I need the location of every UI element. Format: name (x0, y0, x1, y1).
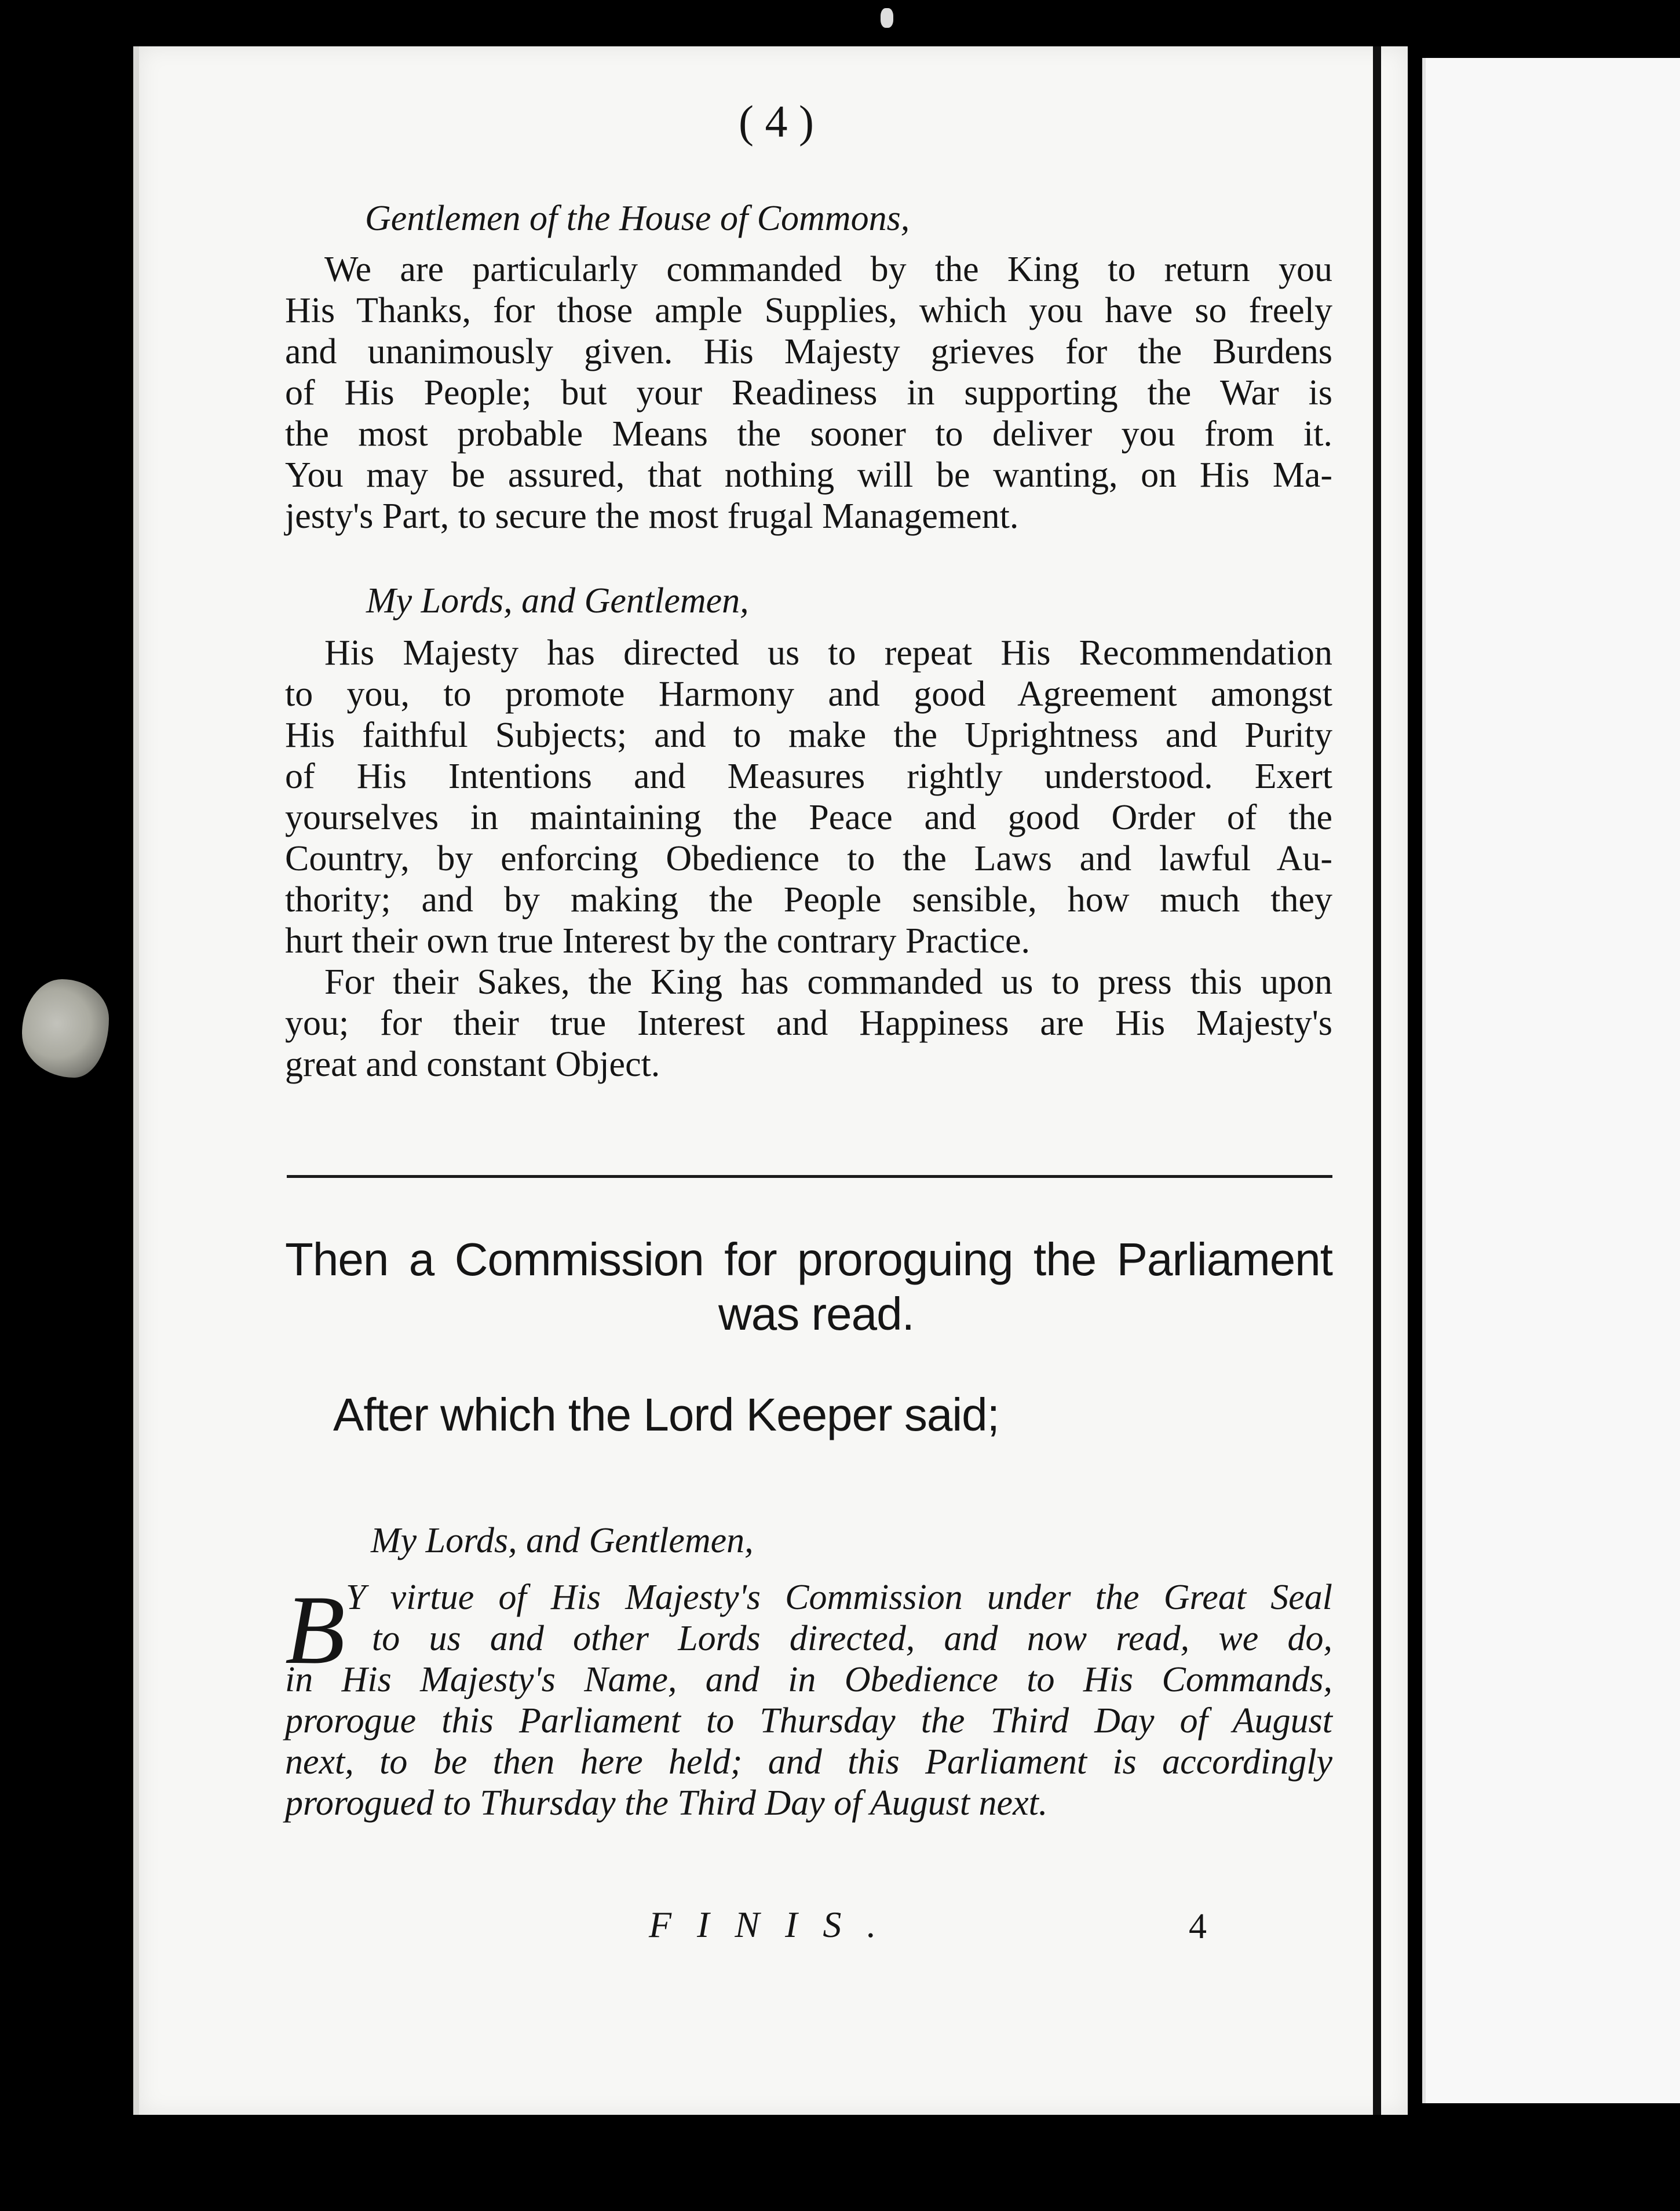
paragraph-line: and unanimously given. His Majesty grieves for the Burdens (285, 332, 1332, 371)
commons-paragraph (285, 249, 1332, 537)
drop-cap-letter: B (285, 1575, 345, 1684)
paragraph-line: prorogue this Parliament to Thursday the Third Day of August (285, 1701, 1332, 1741)
prorogation-paragraph (285, 1577, 1332, 1824)
paragraph-line: His Majesty has directed us to repeat His Recommendation (324, 633, 1332, 673)
paragraph-line: next, to be then here held; and this Parliament is accordingly (285, 1742, 1332, 1782)
paragraph-line: the most probable Means the sooner to deliver you from it. (285, 414, 1332, 454)
final-salutation: My Lords, and Gentlemen, (371, 1521, 754, 1560)
paragraph-line: Y virtue of His Majesty's Commission under the Great Seal (346, 1578, 1332, 1617)
paragraph-line: to us and other Lords directed, and now read, we do, (372, 1619, 1332, 1658)
finis-text: FINIS. (649, 1904, 902, 1945)
paragraph-line: thority; and by making the People sensible, how much they (285, 880, 1332, 920)
paragraph-line: yourselves in maintaining the Peace and good Order of the (285, 798, 1332, 837)
paragraph-line: of His Intentions and Measures rightly understood. Exert (285, 757, 1332, 796)
facing-page (1422, 58, 1680, 2103)
paragraph-line: in His Majesty's Name, and in Obedience to His Commands, (285, 1660, 1332, 1699)
paragraph-line: His Thanks, for those ample Supplies, which you have so freely (285, 291, 1332, 330)
commons-heading: Gentlemen of the House of Commons, (365, 199, 910, 238)
paragraph-line: We are particularly commanded by the King to return you (324, 250, 1332, 289)
sakes-paragraph (285, 962, 1332, 1085)
paragraph-line: of His People; but your Readiness in supporting the War is (285, 373, 1332, 413)
page-edge (1373, 46, 1381, 2115)
paper-damage-spot (22, 979, 109, 1078)
catchword: 4 (1189, 1907, 1207, 1946)
lords-heading: My Lords, and Gentlemen, (366, 581, 749, 621)
section-divider (287, 1175, 1332, 1178)
paragraph-line: For their Sakes, the King has commanded us to press this upon (324, 962, 1332, 1002)
paragraph-line: Country, by enforcing Obedience to the Laws and lawful Au- (285, 839, 1332, 878)
lords-paragraph (285, 633, 1332, 962)
paragraph-line: prorogued to Thursday the Third Day of August next. (285, 1783, 1048, 1823)
scan-speck (881, 8, 893, 28)
paragraph-line: His faithful Subjects; and to make the Uprightness and Purity (285, 716, 1332, 755)
lord-keeper-heading: After which the Lord Keeper said; (333, 1389, 999, 1440)
paragraph-line: hurt their own true Interest by the contrary Practice. (285, 921, 1031, 961)
paragraph-line: to you, to promote Harmony and good Agreement amongst (285, 674, 1332, 714)
paragraph-line: you; for their true Interest and Happiness are His Majesty's (285, 1004, 1332, 1043)
page-number: ( 4 ) (739, 96, 814, 147)
commission-heading-line-2: was read. (718, 1288, 914, 1340)
paragraph-line: You may be assured, that nothing will be wanting, on His Ma- (285, 455, 1332, 495)
paragraph-line: jesty's Part, to secure the most frugal Management. (285, 497, 1019, 536)
paragraph-line: great and constant Object. (285, 1045, 660, 1084)
commission-heading-line-1: Then a Commission for proroguing the Parliament (285, 1234, 1332, 1285)
